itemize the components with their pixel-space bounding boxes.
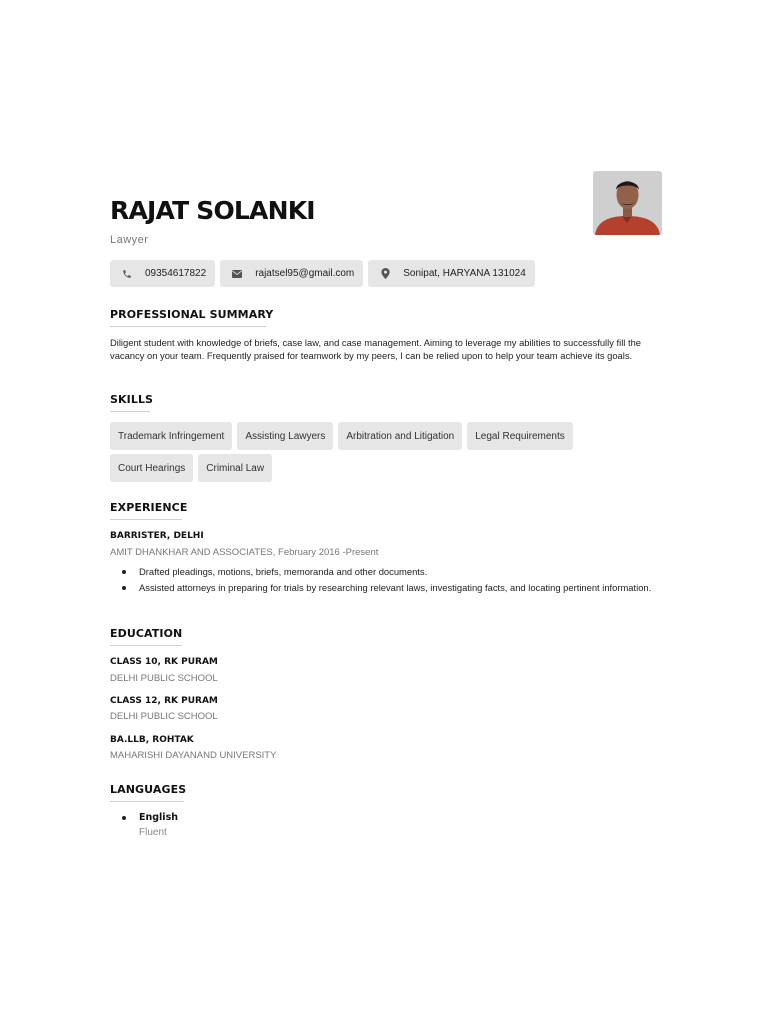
skill-tag: Criminal Law: [198, 454, 272, 482]
profile-photo-image: [593, 171, 662, 235]
contact-phone-text: 09354617822: [145, 268, 207, 279]
experience-heading-divider: [110, 519, 182, 520]
skills-heading-divider: [110, 411, 150, 412]
summary-heading-divider: [110, 326, 266, 327]
skill-tag: Assisting Lawyers: [237, 422, 333, 450]
education-school: DELHI PUBLIC SCHOOL: [110, 711, 218, 722]
candidate-name: RAJAT SOLANKI: [110, 196, 315, 225]
skills-heading: SKILLS: [110, 393, 154, 406]
language-name: English: [139, 812, 178, 823]
language-bullet: [122, 816, 126, 820]
email-icon: [230, 267, 244, 281]
skill-tag: Court Hearings: [110, 454, 193, 482]
skill-tag: Arbitration and Litigation: [338, 422, 462, 450]
contact-bar: [110, 260, 535, 287]
skills-list: [110, 422, 590, 482]
profile-photo: [593, 171, 662, 235]
candidate-role: Lawyer: [110, 234, 149, 246]
language-level: Fluent: [139, 827, 167, 838]
list-item: Assisted attorneys in preparing for trials by researching relevant laws, investigating facts, and locating pertinent information.: [110, 582, 665, 595]
education-degree: CLASS 10, RK PURAM: [110, 657, 218, 667]
contact-email-text: rajatsel95@gmail.com: [255, 268, 355, 279]
education-school: DELHI PUBLIC SCHOOL: [110, 673, 218, 684]
summary-heading: PROFESSIONAL SUMMARY: [110, 308, 274, 321]
skill-tag: Trademark Infringement: [110, 422, 232, 450]
location-pin-icon: [378, 267, 392, 281]
languages-heading-divider: [110, 801, 184, 802]
contact-location-text: Sonipat, HARYANA 131024: [403, 268, 526, 279]
contact-email[interactable]: [220, 260, 363, 287]
education-school: MAHARISHI DAYANAND UNIVERSITY: [110, 750, 277, 761]
phone-icon: [120, 267, 134, 281]
contact-location: [368, 260, 535, 287]
summary-text: Diligent student with knowledge of briefs, case law, and case management. Aiming to leverage my abilities to successfully fill the vacancy on your team. Frequently praised for teamwork by my peers, I can be relied upon to help your team achieve its goals.: [110, 337, 641, 361]
experience-job-title: BARRISTER, DELHI: [110, 531, 204, 541]
experience-heading: EXPERIENCE: [110, 501, 188, 514]
skill-tag: Legal Requirements: [467, 422, 573, 450]
education-heading-divider: [110, 645, 182, 646]
education-heading: EDUCATION: [110, 627, 183, 640]
education-degree: BA.LLB, ROHTAK: [110, 735, 194, 745]
list-item: Drafted pleadings, motions, briefs, memoranda and other documents.: [110, 566, 665, 579]
contact-phone[interactable]: [110, 260, 215, 287]
languages-heading: LANGUAGES: [110, 783, 187, 796]
experience-company: AMIT DHANKHAR AND ASSOCIATES, February 2016 -Present: [110, 547, 379, 558]
experience-bullets: [110, 566, 665, 597]
education-degree: CLASS 12, RK PURAM: [110, 696, 218, 706]
